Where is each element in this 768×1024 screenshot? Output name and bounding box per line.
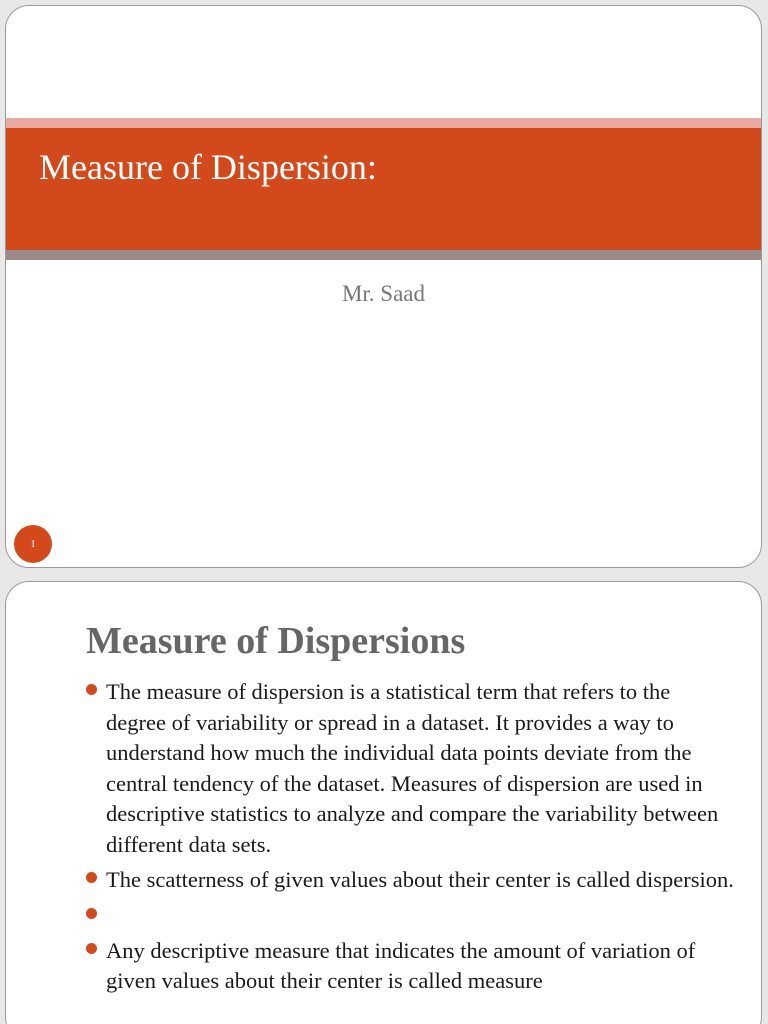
list-item bbox=[84, 901, 734, 931]
bullet-text: The scatterness of given values about their center is called dispersion. bbox=[106, 867, 734, 892]
title-band-top-stripe bbox=[6, 118, 761, 128]
slide-title: Measure of Dispersion: bbox=[39, 147, 377, 187]
slide-heading: Measure of Dispersions bbox=[86, 620, 466, 662]
bullet-text: Any descriptive measure that indicates the amount of variation of given values about their center is called measure bbox=[106, 937, 696, 993]
slide-subtitle: Mr. Saad bbox=[341, 281, 426, 306]
bullet-dot-icon bbox=[86, 872, 97, 883]
bullet-dot-icon bbox=[86, 684, 97, 695]
title-band-bottom-stripe bbox=[6, 250, 761, 260]
bullet-dot-icon bbox=[86, 908, 97, 919]
bullet-dot-icon bbox=[86, 943, 97, 954]
list-item bbox=[84, 865, 734, 896]
content-slide bbox=[5, 581, 762, 1024]
slide-number-badge: 1 bbox=[14, 525, 52, 563]
list-item bbox=[84, 936, 734, 997]
bullet-list bbox=[84, 677, 734, 1002]
list-item bbox=[84, 677, 734, 860]
title-slide bbox=[5, 5, 762, 568]
bullet-text: The measure of dispersion is a statistical term that refers to the degree of variability or spread in a dataset. It provides a way to understand how much the individual data points deviate from the central tendency of the dataset. Measures of dispersion are used in descriptive statistics to analyze and compare the variability between different data sets. bbox=[106, 679, 719, 857]
